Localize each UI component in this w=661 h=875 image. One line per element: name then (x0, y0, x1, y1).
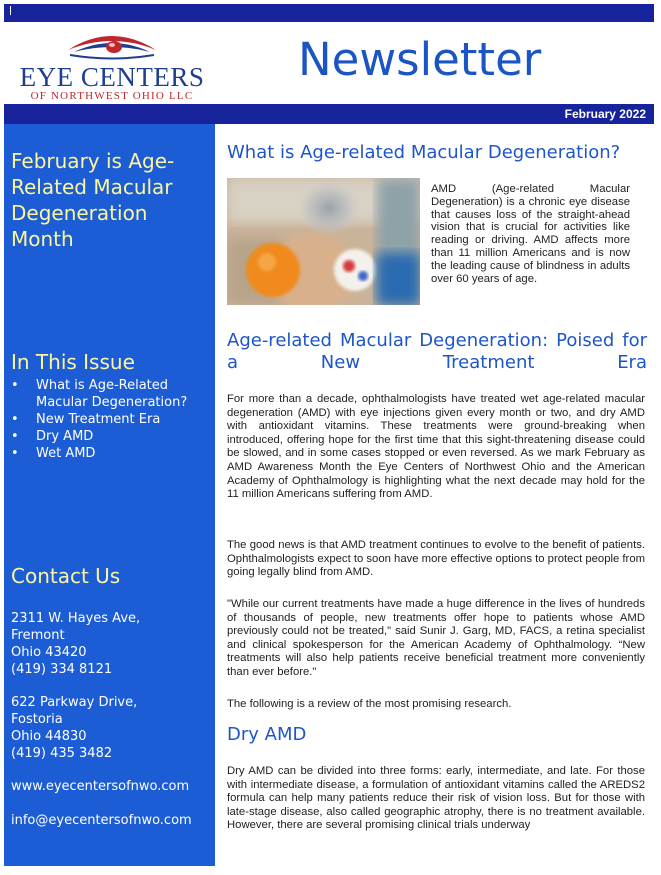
paragraph: "While our current treatments have made a huge difference in the lives of hundreds of thousands of people, new treatments offer hope to patients whose AMD previously could not be treated," said Sunir J. Garg, MD, FACS, a retina specialist and clinical spokesperson for the American Academy of Ophthalmology. “New treatments will also help patients receive beneficial treatment more conveniently than ever before." (227, 598, 645, 678)
eye-logo-icon (66, 28, 158, 62)
issue-date: February 2022 (564, 107, 646, 121)
fostoria-address (11, 694, 215, 762)
paragraph: Dry AMD can be divided into three forms: early, intermediate, and late. For those with intermediate disease, a formulation of antioxidant vitamins called the AREDS2 formula can help many patients reduce their risk of vision loss. But for those with late-stage disease, also called geographic atrophy, there is no treatment available. However, there are several promising clinical trials underway (227, 765, 645, 832)
article-heading-new-treatment-era: Age-related Macular Degeneration: Poised for a New Treatment Era (227, 330, 647, 373)
logo-subtitle: OF NORTHWEST OHIO LLC (30, 90, 194, 102)
issue-item[interactable]: • Wet AMD (11, 445, 213, 462)
state-zip: Ohio 44830 (11, 729, 87, 744)
street: 2311 W. Hayes Ave, (11, 611, 141, 626)
in-this-issue-heading: In This Issue (11, 350, 135, 374)
phone[interactable]: (419) 435 3482 (11, 746, 113, 761)
phone[interactable]: (419) 334 8121 (11, 662, 113, 677)
amd-intro-text: AMD (Age-related Macular Degeneration) is a chronic eye disease that causes loss of the straight-ahead vision that is crucial for activities like reading or driving. AMD affects more than 11 million Americans and is now the leading cause of blindness in adults over 60 years of age. (431, 183, 630, 285)
issue-item[interactable]: • New Treatment Era (11, 411, 213, 428)
street: 622 Parkway Drive, (11, 695, 138, 710)
issue-item[interactable]: • Dry AMD (11, 428, 213, 445)
newsletter-title: Newsletter (298, 33, 542, 86)
paragraph: The following is a review of the most promising research. (227, 698, 512, 710)
eye-centers-logo (8, 24, 216, 106)
paragraph: For more than a decade, ophthalmologists have treated wet age-related macular degeneration (AMD) with eye injections given every month or two, and dry AMD with antioxidant vitamins. These treatments were ground-breaking when introduced, offering hope for the first time that this sight-threatening disease could be slowed, and in some cases stopped or even reversed. As we mark February as AMD Awareness Month the Eye Centers of Northwest Ohio and the American Academy of Ophthalmology is highlighting what the next decade may hold for the 11 million Americans suffering from AMD. (227, 393, 645, 501)
article-heading-what-is-amd: What is Age-related Macular Degeneration? (227, 142, 621, 163)
contact-us-heading: Contact Us (11, 564, 121, 588)
date-bar (4, 104, 654, 124)
article-heading-dry-amd: Dry AMD (227, 724, 307, 745)
sidebar (4, 124, 215, 866)
issue-list (11, 377, 213, 462)
child-blurred-vision-photo (227, 178, 420, 305)
sidebar-feature-heading: February is Age-Related Macular Degeneration Month (11, 149, 175, 251)
paragraph: The good news is that AMD treatment continues to evolve to the benefit of patients. Ophthalmologists expect to soon have more effective options to protect people from going legally blind from AMD. (227, 539, 646, 579)
state-zip: Ohio 43420 (11, 645, 87, 660)
issue-item[interactable]: • What is Age-Related Macular Degeneration? (11, 377, 213, 411)
top-banner-bar (4, 4, 654, 22)
website-link[interactable]: www.eyecentersofnwo.com (11, 779, 190, 794)
city: Fostoria (11, 712, 63, 727)
email-link[interactable]: info@eyecentersofnwo.com (11, 813, 192, 828)
fremont-address (11, 610, 215, 678)
logo-title: EYE CENTERS (19, 62, 205, 92)
city: Fremont (11, 628, 65, 643)
